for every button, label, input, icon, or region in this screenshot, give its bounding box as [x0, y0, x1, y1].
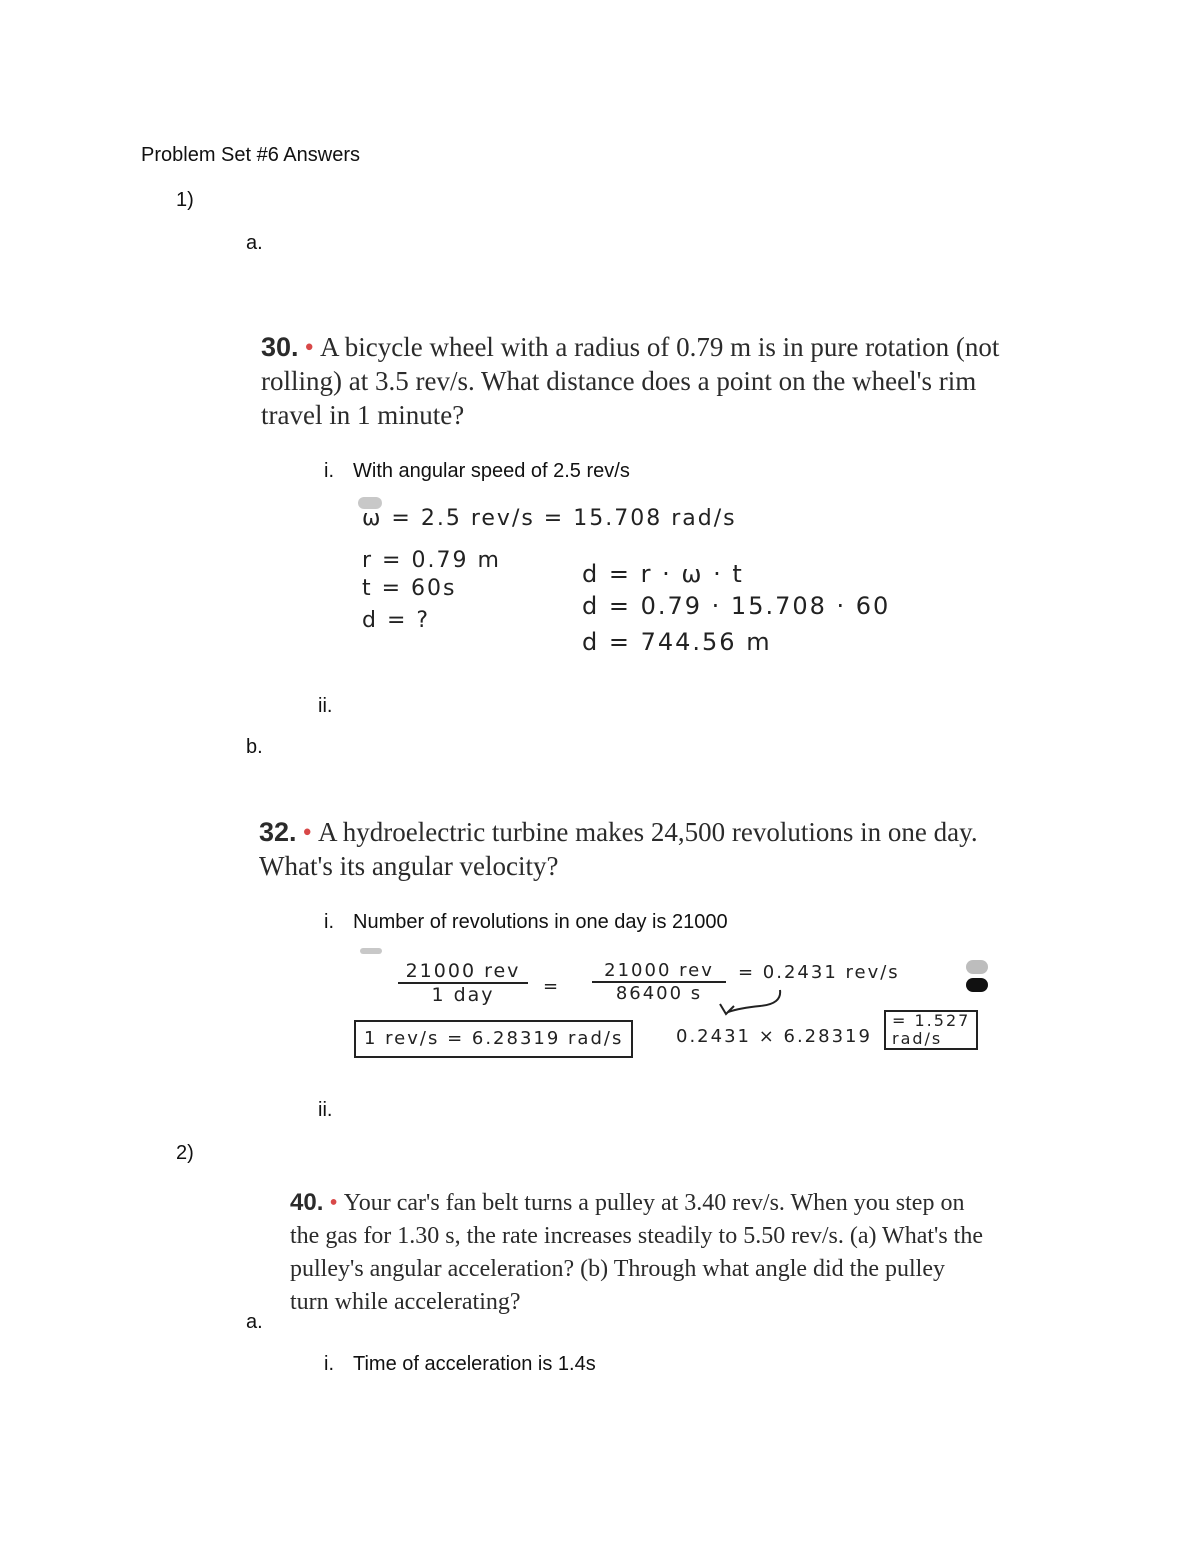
- q40-sub-i-label: i.: [324, 1353, 334, 1375]
- arrow-curve-icon: [700, 986, 800, 1026]
- question-32-line1: A hydroelectric turbine makes 24,500 revolutions in one day.: [318, 817, 978, 847]
- q30-sub-i-label: i.: [324, 460, 334, 482]
- question-30: [261, 330, 999, 432]
- work-equals: =: [543, 976, 561, 997]
- work-omega: ω = 2.5 rev/s = 15.708 rad/s: [362, 506, 737, 531]
- answer-box: [884, 1010, 978, 1050]
- question-40-line2: the gas for 1.30 s, the rate increases steadily to 5.50 rev/s. (a) What's the: [290, 1223, 983, 1249]
- scan-dots-icon: [960, 950, 994, 996]
- fraction2-denominator: 86400 s: [615, 983, 703, 1004]
- bullet-icon: •: [304, 332, 314, 362]
- work-rate: = 0.2431 rev/s: [738, 962, 900, 983]
- fraction1-denominator: 1 day: [431, 984, 495, 1006]
- answer-unit: rad/s: [892, 1029, 943, 1048]
- fraction2-numerator: 21000 rev: [592, 960, 726, 983]
- problem-2-label: 2): [176, 1142, 194, 1164]
- problem-2a-label: a.: [246, 1311, 263, 1333]
- q32-sub-ii-label: ii.: [318, 1099, 333, 1121]
- question-32-number: 32.: [259, 817, 297, 847]
- scan-marker-icon: [360, 948, 382, 954]
- q40-note: Time of acceleration is 1.4s: [353, 1353, 596, 1375]
- question-30-line3: travel in 1 minute?: [261, 400, 465, 430]
- page-title: Problem Set #6 Answers: [141, 144, 360, 166]
- work-result: d = 744.56 m: [582, 628, 772, 656]
- q30-sub-ii-label: ii.: [318, 695, 333, 717]
- question-32: [259, 815, 978, 883]
- question-32-line2: What's its angular velocity?: [259, 851, 559, 881]
- bullet-icon: •: [329, 1190, 338, 1216]
- question-30-number: 30.: [261, 332, 299, 362]
- work-radius: r = 0.79 m: [362, 548, 501, 573]
- question-40-line3: pulley's angular acceleration? (b) Through what angle did the pulley: [290, 1256, 945, 1282]
- question-40-line4: turn while accelerating?: [290, 1289, 521, 1315]
- work-fraction1: [398, 960, 528, 1006]
- question-30-line1: A bicycle wheel with a radius of 0.79 m is in pure rotation (not: [320, 332, 1000, 362]
- question-30-line2: rolling) at 3.5 rev/s. What distance does a point on the wheel's rim: [261, 366, 977, 396]
- work-formula: d = r · ω · t: [582, 560, 744, 588]
- question-40-line1: Your car's fan belt turns a pulley at 3.40 rev/s. When you step on: [343, 1190, 965, 1216]
- work-d-unknown: d = ?: [362, 608, 431, 633]
- work-product: 0.2431 × 6.28319: [676, 1026, 872, 1047]
- conversion-box: 1 rev/s = 6.28319 rad/s: [354, 1020, 633, 1058]
- question-40: [290, 1186, 983, 1319]
- q32-sub-i-label: i.: [324, 911, 334, 933]
- problem-1a-label: a.: [246, 232, 263, 254]
- q32-note: Number of revolutions in one day is 21000: [353, 911, 728, 933]
- q30-note: With angular speed of 2.5 rev/s: [353, 460, 630, 482]
- work-time: t = 60s: [362, 576, 457, 601]
- bullet-icon: •: [302, 817, 312, 847]
- problem-1-label: 1): [176, 189, 194, 211]
- answer-value: = 1.527: [892, 1011, 971, 1030]
- question-40-number: 40.: [290, 1189, 324, 1216]
- work-substitution: d = 0.79 · 15.708 · 60: [582, 592, 891, 620]
- fraction1-numerator: 21000 rev: [398, 960, 528, 984]
- problem-1b-label: b.: [246, 736, 263, 758]
